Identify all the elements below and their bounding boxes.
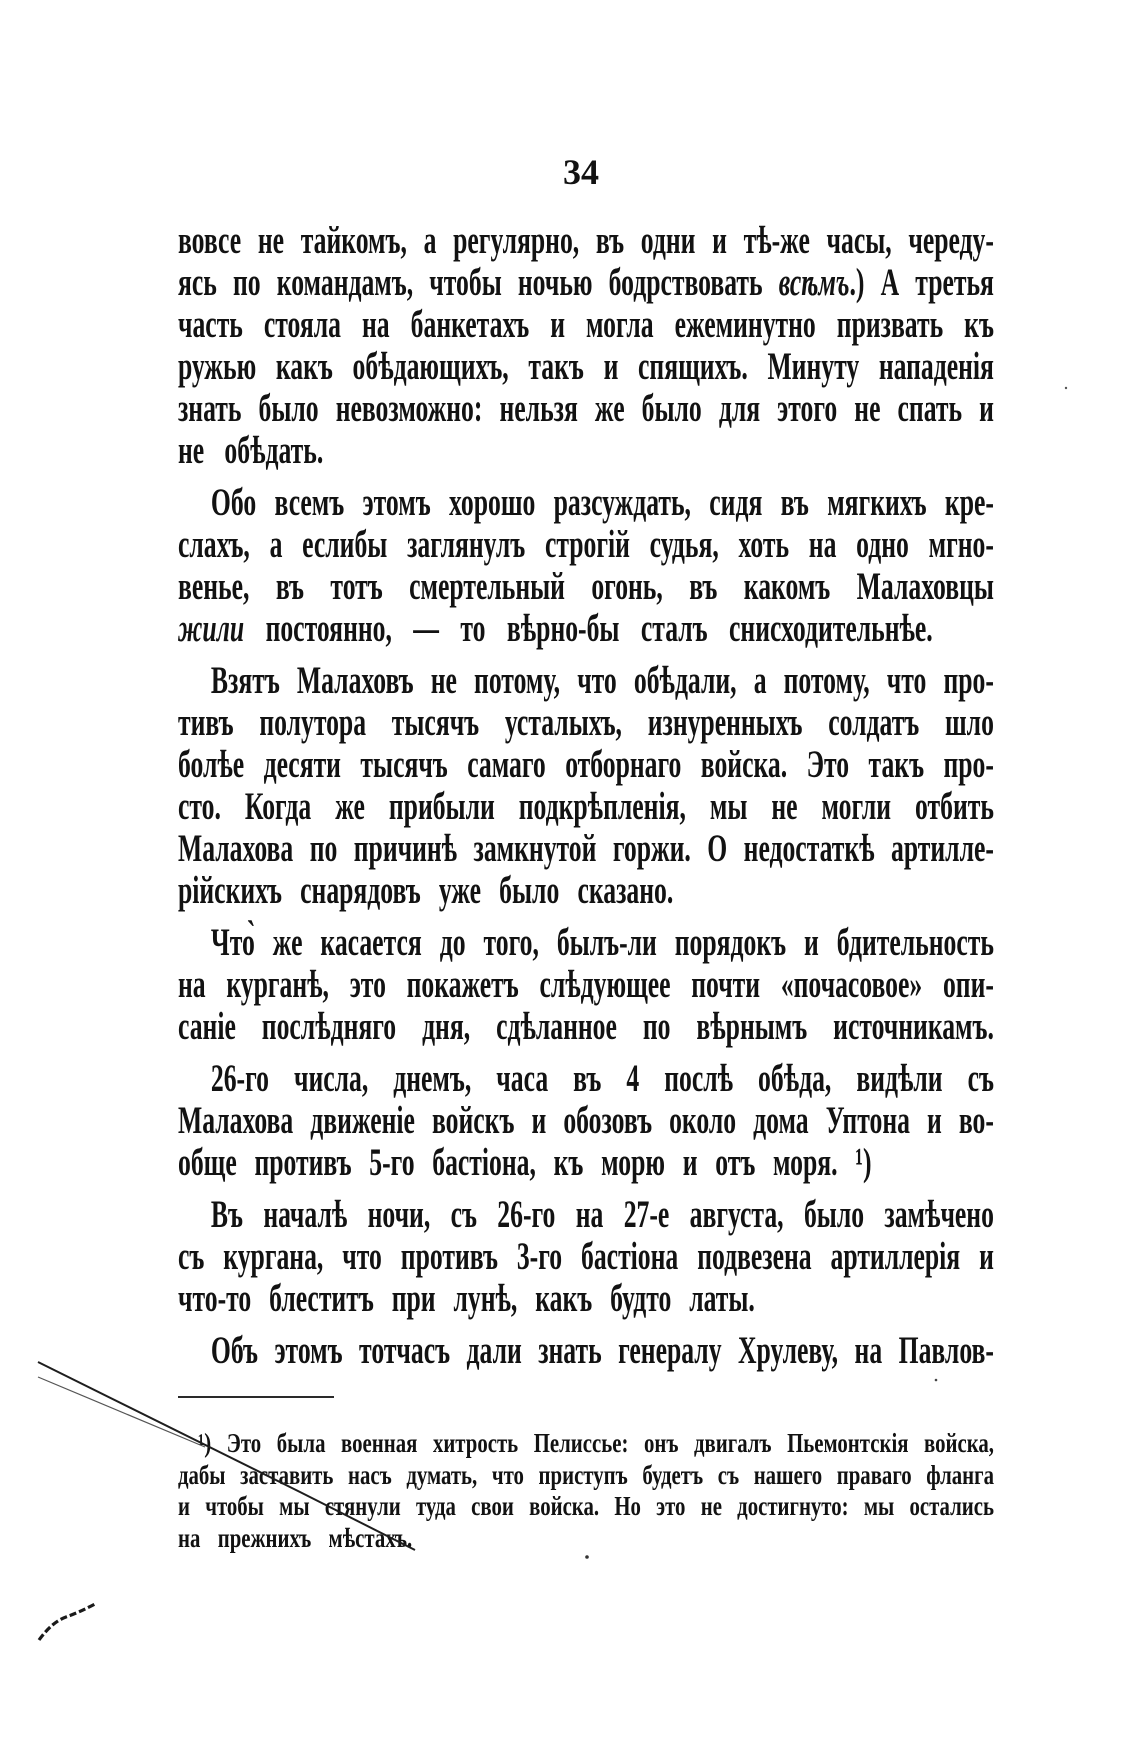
text-line: часть стояла на банкетахъ и могла ежеминутно призвать къ [178, 303, 994, 346]
text-line: рійскихъ снарядовъ уже было сказано. [178, 869, 674, 912]
body-text-inner [178, 212, 994, 1372]
paragraph [178, 1058, 994, 1184]
text-line: вовсе не тайкомъ, а регулярно, въ одни и тѣ-же часы, череду- [178, 219, 994, 262]
text-line: что-то блеститъ при лунѣ, какъ будто латы. [178, 1277, 755, 1320]
footnote [178, 1420, 994, 1565]
footnote-rule [178, 1396, 334, 1398]
text-line: слахъ, а еслибы заглянулъ строгій судья, хоть на одно мгно- [178, 523, 994, 566]
footnote-inner [178, 1420, 994, 1554]
scan-squiggle [39, 1604, 95, 1640]
paragraph [178, 922, 994, 1048]
text-line: болѣе десяти тысячъ самаго отборнаго войска. Это такъ про- [178, 743, 994, 786]
paragraph [178, 482, 994, 650]
italic-word: всѣмъ [778, 261, 850, 304]
paragraph [178, 1194, 994, 1320]
text-line: Взятъ Малаховъ не потому, что обѣдали, а потому, что про- [210, 659, 994, 702]
text-line: тивъ полутора тысячъ усталыхъ, изнуренныхъ солдатъ шло [178, 701, 994, 744]
text-line: ружью какъ обѣдающихъ, такъ и спящихъ. Минуту нападенія [178, 345, 994, 388]
text-line [178, 608, 933, 650]
paragraph [178, 1330, 994, 1372]
footnote-line: на прежнихъ мѣстахъ. [178, 1522, 413, 1553]
paragraph [178, 220, 994, 472]
text-line: съ кургана, что противъ 3-го бастіона подвезена артиллерія и [178, 1235, 994, 1278]
paragraph [178, 660, 994, 912]
footnote-line: ¹) Это была военная хитрость Пелиссье: онъ двигалъ Пьемонтскія войска, [198, 1428, 994, 1458]
text-line: Малахова движеніе войскъ и обозовъ около дома Уптона и во- [178, 1099, 994, 1142]
text-segment: .) А третья [849, 261, 994, 304]
text-line: на курганѣ, это покажетъ слѣдующее почти «почасовое» опи- [178, 963, 994, 1006]
text-segment: ясь по командамъ, чтобы ночью бодрствовать [178, 261, 779, 304]
text-line: не обѣдать. [178, 429, 324, 472]
page-number: 34 [563, 152, 599, 192]
footnote-line: дабы заставить насъ думать, что приступъ будетъ съ нашего праваго фланга [178, 1459, 994, 1490]
footnote-line: и чтобы мы стянули туда свои войска. Но это не достигнуто: мы остались [178, 1491, 994, 1521]
text-line: венье, въ тотъ смертельный огонь, въ какомъ Малаховцы [178, 565, 994, 608]
text-line: саніе послѣдняго дня, сдѣланное по вѣрнымъ источникамъ. [178, 1005, 994, 1048]
text-line: Что̀ же касается до того, былъ-ли порядокъ и бдительность [210, 921, 994, 964]
italic-word: жили [178, 607, 245, 650]
text-line: знать было невозможно: нельзя же было для этого не спать и [178, 387, 994, 430]
body-text [178, 212, 994, 1387]
text-line: 26-го числа, днемъ, часа въ 4 послѣ обѣда, видѣли съ [210, 1057, 994, 1100]
text-line: сто. Когда же прибыли подкрѣпленія, мы не могли отбить [178, 785, 994, 828]
text-line: обще противъ 5-го бастіона, къ морю и отъ моря. ¹) [178, 1141, 872, 1184]
text-line: Малахова по причинѣ замкнутой горжи. О недостаткѣ артилле- [178, 827, 994, 870]
text-line: Обо всемъ этомъ хорошо разсуждать, сидя въ мягкихъ кре- [210, 481, 994, 524]
text-line: Въ началѣ ночи, съ 26-го на 27-е августа, было замѣчено [210, 1193, 994, 1236]
text-segment: постоянно, — то вѣрно-бы сталъ снисходительнѣе. [244, 607, 933, 650]
scan-speck [1065, 387, 1067, 389]
text-line: Объ этомъ тотчасъ дали знать генералу Хрулеву, на Павлов- [210, 1329, 994, 1372]
text-line [178, 262, 994, 304]
